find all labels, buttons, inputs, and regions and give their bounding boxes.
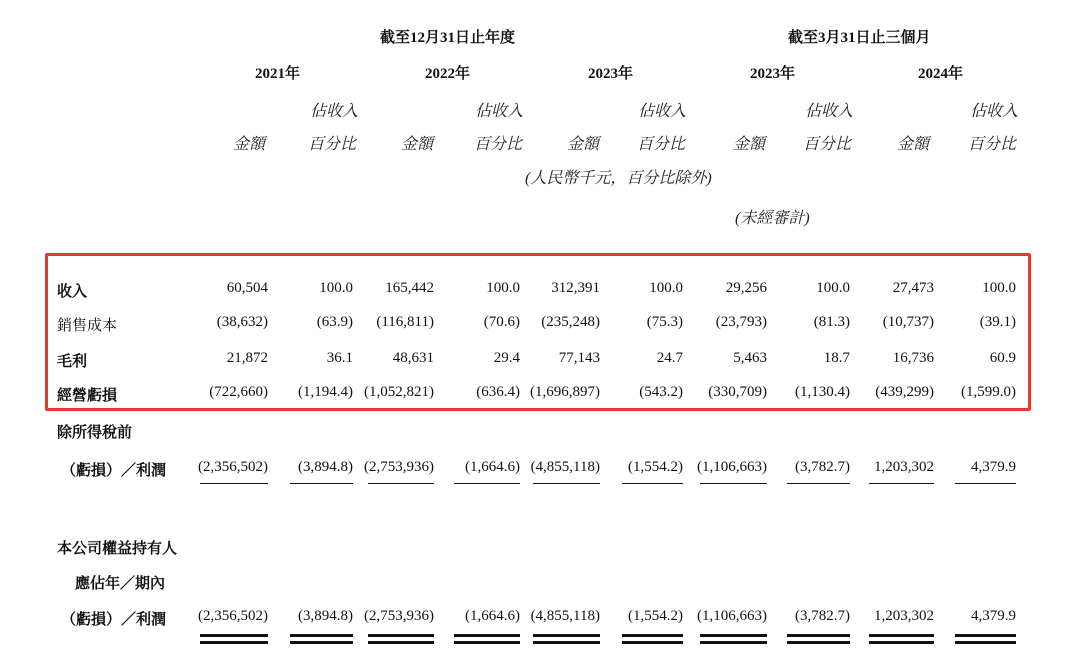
row-label-revenue: 收入 [57, 284, 88, 300]
double-underline [787, 634, 850, 644]
table-cell: (75.3) [646, 314, 683, 330]
double-underline [955, 634, 1016, 644]
table-cell: (235,248) [541, 314, 600, 330]
amount-header: 金額 [733, 136, 766, 153]
year-header-2023: 2023年 [588, 66, 634, 82]
table-cell: (1,664.6) [465, 459, 520, 475]
row-label-cost-of-sales: 銷售成本 [57, 318, 118, 334]
table-cell: 312,391 [551, 280, 600, 296]
table-cell: 1,203,302 [874, 459, 934, 475]
row-label-gross-profit: 毛利 [57, 354, 88, 370]
double-underline [368, 634, 434, 644]
table-cell: 24.7 [656, 350, 683, 366]
table-cell: (39.1) [979, 314, 1016, 330]
table-cell: (439,299) [875, 384, 934, 400]
year-header-2021: 2021年 [255, 66, 301, 82]
amount-header: 金額 [401, 136, 434, 153]
pct-header-line2: 百分比 [637, 136, 686, 153]
single-underline [368, 483, 434, 484]
table-cell: (722,660) [209, 384, 268, 400]
table-cell: 60,504 [226, 280, 268, 296]
table-cell: 60.9 [989, 350, 1016, 366]
year-header-2022: 2022年 [425, 66, 471, 82]
table-cell: (330,709) [708, 384, 767, 400]
table-cell: (543.2) [639, 384, 683, 400]
table-cell: 29,256 [725, 280, 767, 296]
double-underline [454, 634, 520, 644]
table-cell: (81.3) [813, 314, 850, 330]
group-header-fiscal-year: 截至12月31日止年度 [380, 30, 516, 46]
table-cell: (1,052,821) [364, 384, 434, 400]
unit-note: (人民幣千元，百分比除外) [525, 170, 712, 187]
table-cell: 18.7 [823, 350, 850, 366]
pct-header-line2: 百分比 [968, 136, 1017, 153]
table-cell: (2,356,502) [198, 608, 268, 624]
table-cell: (4,855,118) [530, 608, 600, 624]
table-cell: (2,753,936) [364, 459, 434, 475]
table-cell: 16,736 [892, 350, 934, 366]
table-cell: (23,793) [715, 314, 767, 330]
pct-header-line1: 佔收入 [805, 103, 854, 120]
table-cell: (1,554.2) [628, 459, 683, 475]
table-cell: 21,872 [226, 350, 268, 366]
double-underline [700, 634, 767, 644]
table-cell: 5,463 [733, 350, 767, 366]
double-underline [200, 634, 268, 644]
table-cell: 29.4 [493, 350, 520, 366]
table-cell: (116,811) [376, 314, 434, 330]
attrib-label-line3: （虧損）／利潤 [61, 612, 167, 628]
double-underline [533, 634, 600, 644]
table-cell: (636.4) [476, 384, 520, 400]
table-cell: 165,442 [385, 280, 434, 296]
single-underline [290, 483, 353, 484]
table-cell: 100.0 [486, 280, 520, 296]
attrib-label-line2: 應佔年／期內 [75, 576, 166, 592]
single-underline [869, 483, 934, 484]
pct-header-line2: 百分比 [803, 136, 852, 153]
double-underline [622, 634, 683, 644]
year-header-2024-q: 2024年 [918, 66, 964, 82]
table-cell: (1,554.2) [628, 608, 683, 624]
amount-header: 金額 [233, 136, 266, 153]
double-underline [869, 634, 934, 644]
pretax-label-line1: 除所得稅前 [57, 425, 133, 441]
group-header-three-months: 截至3月31日止三個月 [788, 30, 931, 46]
table-cell: 100.0 [649, 280, 683, 296]
attrib-label-line1: 本公司權益持有人 [57, 541, 178, 557]
single-underline [454, 483, 520, 484]
table-cell: 4,379.9 [971, 459, 1016, 475]
table-cell: (1,664.6) [465, 608, 520, 624]
table-cell: (2,753,936) [364, 608, 434, 624]
row-label-operating-loss: 經營虧損 [57, 388, 118, 404]
table-cell: 100.0 [982, 280, 1016, 296]
year-header-2023-q: 2023年 [750, 66, 796, 82]
table-cell: (1,194.4) [298, 384, 353, 400]
table-cell: (1,130.4) [795, 384, 850, 400]
pct-header-line1: 佔收入 [310, 103, 359, 120]
table-cell: (70.6) [483, 314, 520, 330]
table-cell: (38,632) [216, 314, 268, 330]
table-cell: 100.0 [816, 280, 850, 296]
table-cell: 77,143 [558, 350, 600, 366]
table-cell: 1,203,302 [874, 608, 934, 624]
unaudited-note: (未經審計) [735, 210, 810, 227]
single-underline [622, 483, 683, 484]
table-cell: (3,782.7) [795, 459, 850, 475]
table-cell: (3,894.8) [298, 608, 353, 624]
amount-header: 金額 [567, 136, 600, 153]
single-underline [533, 483, 600, 484]
table-cell: (1,696,897) [530, 384, 600, 400]
table-cell: (4,855,118) [530, 459, 600, 475]
pct-header-line1: 佔收入 [475, 103, 524, 120]
table-cell: 27,473 [892, 280, 934, 296]
table-cell: (1,106,663) [697, 459, 767, 475]
amount-header: 金額 [897, 136, 930, 153]
pct-header-line2: 百分比 [474, 136, 523, 153]
table-cell: (10,737) [882, 314, 934, 330]
table-cell: (63.9) [316, 314, 353, 330]
pct-header-line1: 佔收入 [970, 103, 1019, 120]
table-cell: (1,106,663) [697, 608, 767, 624]
single-underline [955, 483, 1016, 484]
pct-header-line2: 百分比 [308, 136, 357, 153]
table-cell: (3,894.8) [298, 459, 353, 475]
table-cell: 100.0 [319, 280, 353, 296]
pct-header-line1: 佔收入 [638, 103, 687, 120]
table-cell: 48,631 [392, 350, 434, 366]
single-underline [787, 483, 850, 484]
pretax-label-line2: （虧損）／利潤 [61, 463, 167, 479]
single-underline [200, 483, 268, 484]
table-cell: 36.1 [326, 350, 353, 366]
table-cell: (1,599.0) [961, 384, 1016, 400]
table-cell: (2,356,502) [198, 459, 268, 475]
double-underline [290, 634, 353, 644]
single-underline [700, 483, 767, 484]
table-cell: (3,782.7) [795, 608, 850, 624]
table-cell: 4,379.9 [971, 608, 1016, 624]
